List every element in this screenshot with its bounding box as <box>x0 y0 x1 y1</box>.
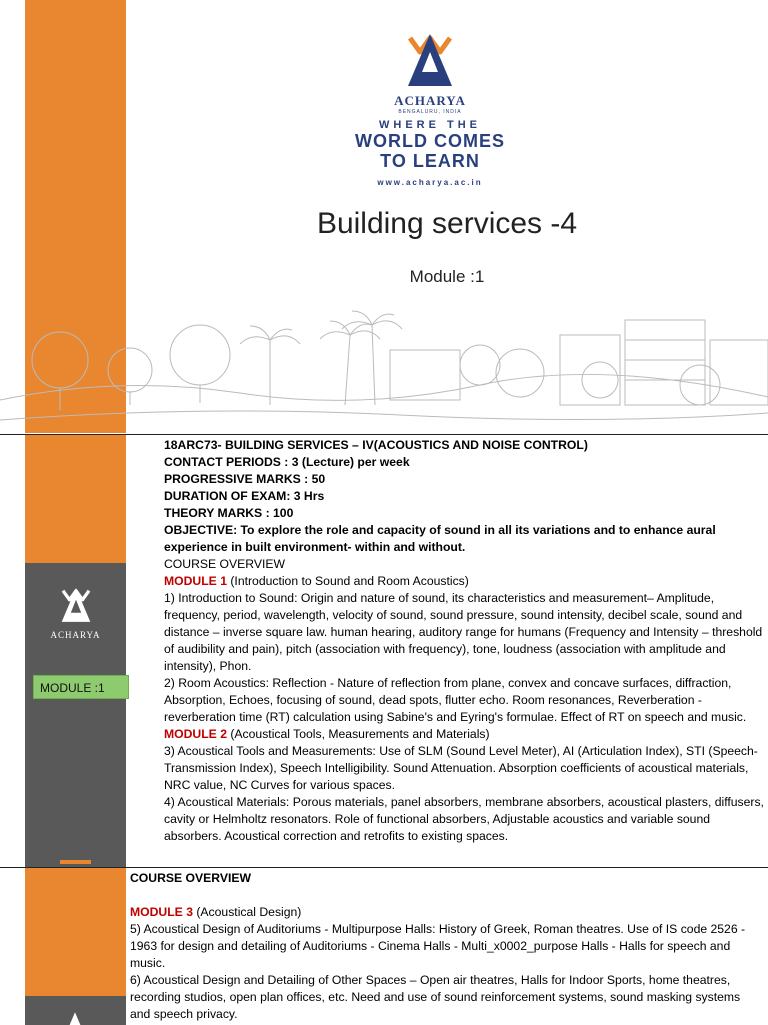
module-heading <box>130 904 760 921</box>
website-url: www.acharya.ac.in <box>377 178 483 187</box>
exam-duration: DURATION OF EXAM: 3 Hrs <box>164 489 325 503</box>
syllabus-item: 1) Introduction to Sound: Origin and nature of sound, its characteristics and measurement– Amplitude, frequency, period, wavelength, velocity of sound, sound pressure, sound intensity, decibel scale, sound and distance – inverse square law. human hearing, auditory range for humans (Frequency and Intensity – threshold of audibility and pain), pitch (association with frequency), tone, loudness (association with amplitude and intensity), Phon. <box>164 591 763 673</box>
course-code: 18ARC73- BUILDING SERVICES – IV(ACOUSTICS AND NOISE CONTROL) <box>164 438 588 452</box>
module-heading <box>164 573 764 590</box>
syllabus-item: 3) Acoustical Tools and Measurements: Use of SLM (Sound Level Meter), AI (Articulation Index), STI (Speech-Transmission Index), Speech Intelligibility. Sound Attenuation. Absorption coefficients of acoustical materials, NRC value, NC Curves for various spaces. <box>164 744 758 792</box>
progressive-marks: PROGRESSIVE MARKS : 50 <box>164 472 326 486</box>
module-title: (Acoustical Design) <box>192 905 302 919</box>
acharya-emblem-icon <box>390 30 470 90</box>
grey-side-panel <box>25 996 126 1025</box>
course-overview-heading: COURSE OVERVIEW <box>130 871 251 885</box>
module-title: (Introduction to Sound and Room Acoustics) <box>226 574 469 588</box>
logo-name: ACHARYA <box>394 93 466 108</box>
course-overview-heading: COURSE OVERVIEW <box>164 557 285 571</box>
tagline-mid: WORLD COMES <box>355 131 505 151</box>
syllabus-content <box>164 437 764 845</box>
syllabus-item: 6) Acoustical Design and Detailing of Other Spaces – Open air theatres, Halls for Indoor Sports, home theatres, recording studios, open plan offices, etc. Need and use of sound reinforcement systems, sound masking systems and speech privacy. <box>130 973 741 1021</box>
tagline-bottom: TO LEARN <box>380 151 480 171</box>
module-label: MODULE 2 <box>164 727 227 741</box>
syllabus-item: 4) Acoustical Materials: Porous materials, panel absorbers, membrane absorbers, acoustical plasters, diffusers, cavity or Helmholtz resonators. Role of functional absorbers, Adjustable acoustics and variable sound absorbers. Acoustical correction and retrofits to existing spaces. <box>164 795 764 843</box>
grey-side-panel <box>25 563 126 867</box>
title-slide <box>0 0 768 433</box>
overview-content <box>130 870 760 1023</box>
contact-periods: CONTACT PERIODS : 3 (Lecture) per week <box>164 455 410 469</box>
course-overview-slide <box>0 867 768 1025</box>
acharya-logo-white <box>25 585 126 640</box>
acharya-logo <box>340 30 520 187</box>
tagline-top: WHERE THE <box>379 119 481 131</box>
module-badge: MODULE :1 <box>33 675 129 699</box>
acharya-emblem-icon <box>60 1010 90 1025</box>
slide-title: Building services -4 <box>316 207 578 240</box>
module-label: MODULE 3 <box>130 905 193 919</box>
module-label: MODULE 1 <box>164 574 227 588</box>
slide-subtitle: Module :1 <box>409 267 485 286</box>
campus-sketch-illustration <box>0 305 768 433</box>
logo-name: ACHARYA <box>50 630 101 640</box>
syllabus-slide <box>0 434 768 867</box>
module-heading <box>164 726 764 743</box>
syllabus-item: 5) Acoustical Design of Auditoriums - Multipurpose Halls: History of Greek, Roman theatres. Use of IS code 2526 - 1963 for design and detailing of Auditoriums - Cinema Halls - Multi_x0002_purpose Halls - Halls for speech and music. <box>130 922 746 970</box>
acharya-emblem-icon <box>50 585 102 625</box>
theory-marks: THEORY MARKS : 100 <box>164 506 294 520</box>
objective: OBJECTIVE: To explore the role and capacity of sound in all its variations and to enhance aural experience in built environment- within and without. <box>164 523 716 554</box>
orange-dash-divider <box>60 860 91 864</box>
module-title: (Acoustical Tools, Measurements and Materials) <box>226 727 490 741</box>
syllabus-item: 2) Room Acoustics: Reflection - Nature of reflection from plane, convex and concave surfaces, diffraction, Absorption, Echoes, focusing of sound, dead spots, flutter echo. Room resonances, Reverberation - reverberation time (RT) calculation using Sabine's and Eyring's formulae. Effect of RT on speech and music. <box>164 676 747 724</box>
logo-city: BENGALURU, INDIA <box>398 109 462 115</box>
